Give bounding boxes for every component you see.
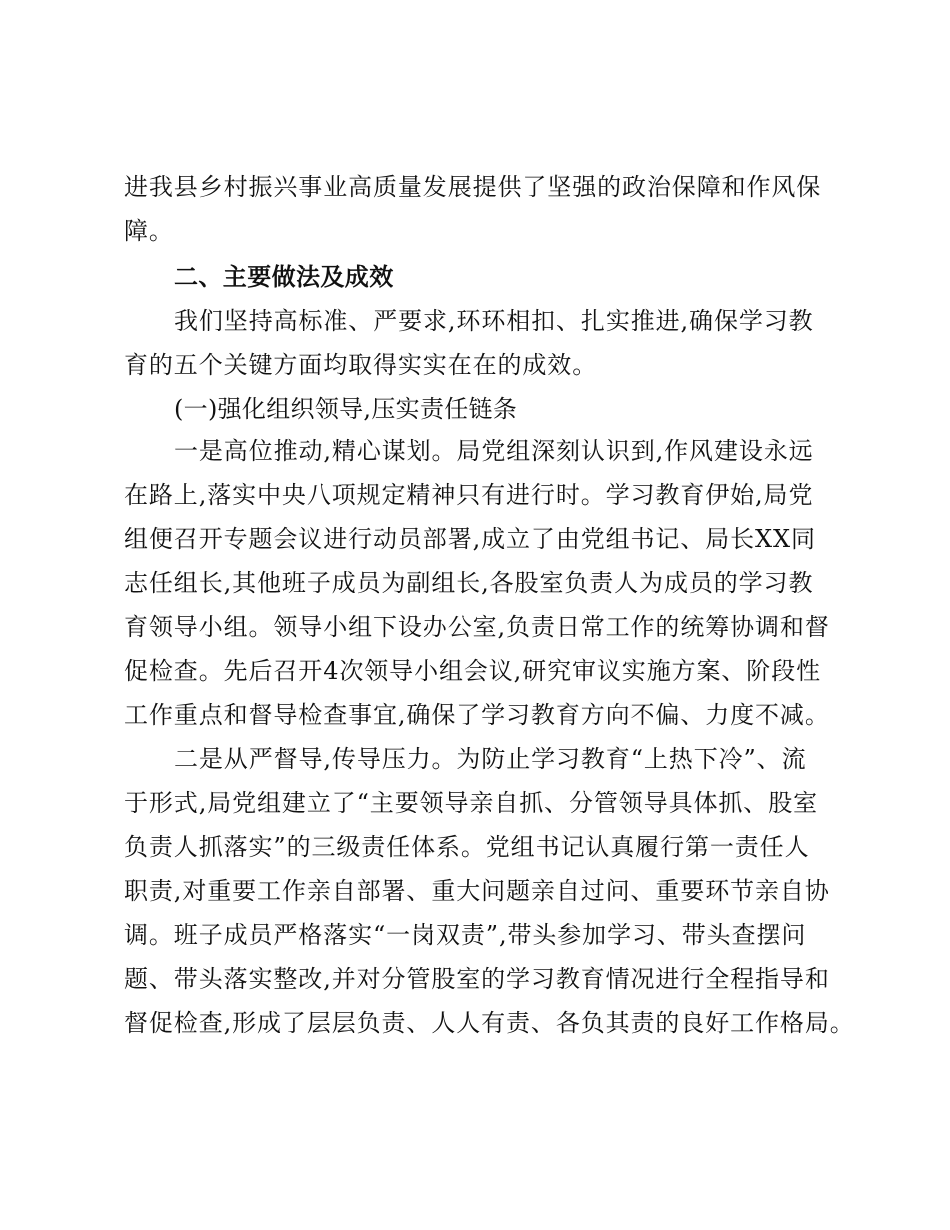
body-text-line: 进我县乡村振兴事业高质量发展提供了坚强的政治保障和作风保 [124,173,822,201]
body-text-line: 障。 [124,217,174,245]
body-text-line: 督促检查,形成了层层负责、人人有责、各负其责的良好工作格局。 [124,1009,855,1037]
body-text-line: 调。班子成员严格落实“一岗双责”,带头参加学习、带头查摆问 [124,921,807,949]
body-text-line: 育领导小组。领导小组下设办公室,负责日常工作的统筹协调和督 [124,613,830,641]
body-text-line: 二是从严督导,传导压力。为防止学习教育“上热下冷”、流 [174,745,807,773]
body-text-line: 工作重点和督导检查事宜,确保了学习教育方向不偏、力度不减。 [124,701,830,729]
body-text-line: 负责人抓落实”的三级责任体系。党组书记认真履行第一责任人 [124,833,810,861]
body-text-line: 在路上,落实中央八项规定精神只有进行时。学习教育伊始,局党 [124,481,814,509]
body-text-line: 育的五个关键方面均取得实实在在的成效。 [124,351,598,379]
body-text-line: 于形式,局党组建立了“主要领导亲自抓、分管领导具体抓、股室 [124,789,818,817]
body-text-line: 一是高位推动,精心谋划。局党组深刻认识到,作风建设永远 [174,437,814,465]
body-text-line: 我们坚持高标准、严要求,环环相扣、扎实推进,确保学习教 [174,307,814,335]
body-text-line: 职责,对重要工作亲自部署、重大问题亲自过问、重要环节亲自协 [124,877,830,905]
body-text-line: 促检查。先后召开4次领导小组会议,研究审议实施方案、阶段性 [124,657,821,685]
section-heading: 二、主要做法及成效 [174,263,394,291]
body-text-line: 组便召开专题会议进行动员部署,成立了由党组书记、局长XX同 [124,525,816,553]
body-text-line: 志任组长,其他班子成员为副组长,各股室负责人为成员的学习教 [124,569,814,597]
subsection-heading: (一)强化组织领导,压实责任链条 [174,395,518,423]
body-text-line: 题、带头落实整改,并对分管股室的学习教育情况进行全程指导和 [124,965,830,993]
